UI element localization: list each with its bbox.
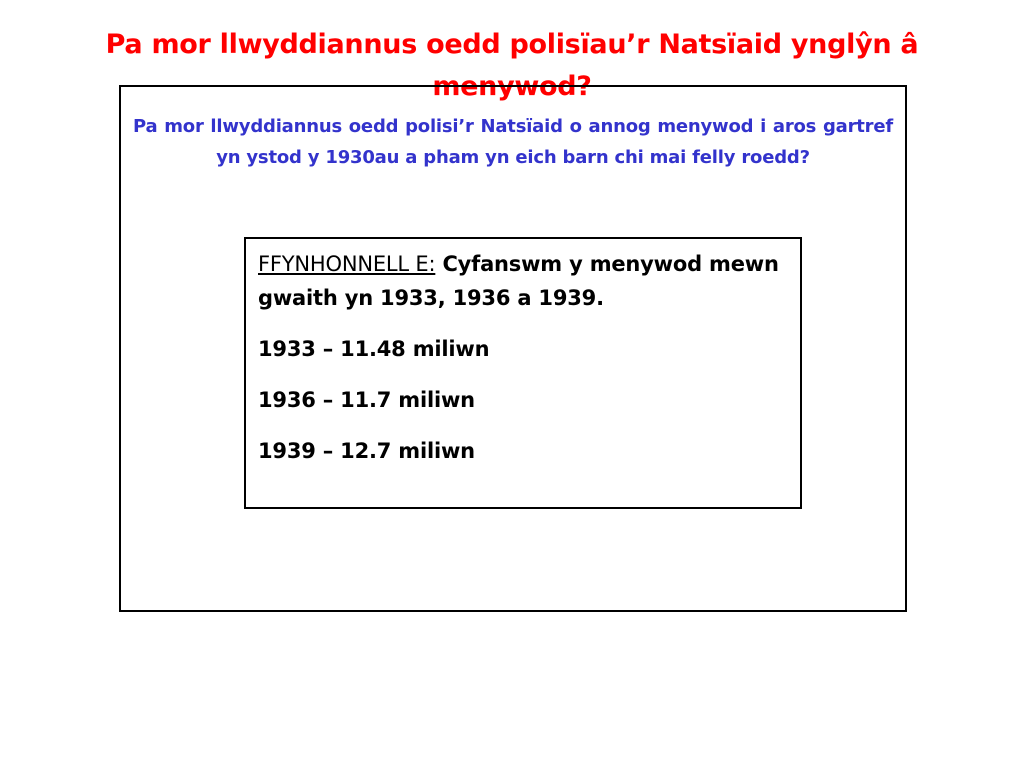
data-row: 1936 – 11.7 miliwn [258,388,475,412]
source-label: FFYNHONNELL E: [258,252,436,276]
source-description: Cyfanswm y menywod mewn gwaith yn 1933, 1936 a 1939. [258,252,779,310]
slide-title: Pa mor llwyddiannus oedd polisïau’r Natsïaid ynglŷn â menywod? [105,29,919,103]
data-row: 1933 – 11.48 miliwn [258,337,490,361]
source-box [244,237,802,509]
data-row: 1939 – 12.7 miliwn [258,439,475,463]
source-heading [258,247,788,315]
question-text: Pa mor llwyddiannus oedd polisi’r Natsïaid o annog menywod i aros gartref yn ystod y 1930au a pham yn eich barn chi mai felly roedd? [133,116,893,168]
source-content [258,247,788,485]
